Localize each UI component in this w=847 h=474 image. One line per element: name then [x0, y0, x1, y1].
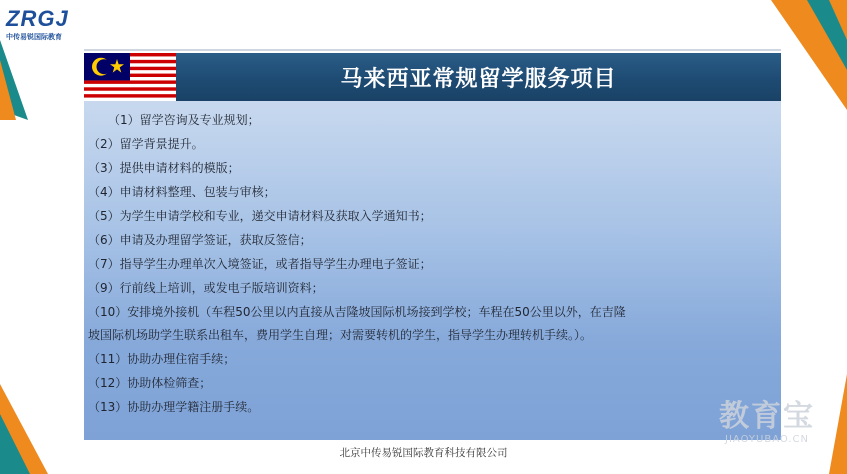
malaysia-flag-icon	[84, 53, 176, 101]
company-logo	[6, 8, 76, 42]
logo-mark: ZRGJ	[6, 6, 69, 31]
watermark-url: JIAOYUBAO.CN	[725, 434, 809, 445]
panel-top-rule	[84, 49, 781, 51]
watermark-main: 教育宝	[719, 399, 815, 434]
list-item: （2）留学背景提升。	[88, 137, 204, 151]
service-list	[88, 108, 776, 419]
list-item: （4）申请材料整理、包装与审核；	[88, 185, 276, 199]
list-item: （3）提供申请材料的模版；	[88, 161, 240, 175]
list-item: （11）协助办理住宿手续；	[88, 352, 236, 366]
list-item: （1）留学咨询及专业规划；	[108, 113, 260, 127]
slide-title: 马来西亚常规留学服务项目	[176, 53, 781, 101]
list-item: （7）指导学生办理单次入境签证，或者指导学生办理电子签证；	[88, 257, 432, 271]
list-item: （9）行前线上培训，或发电子版培训资料；	[88, 281, 324, 295]
list-item: （13）协助办理学籍注册手续。	[88, 400, 260, 414]
logo-subtitle: 中传易锐国际教育	[6, 33, 62, 41]
list-item: （5）为学生申请学校和专业，递交申请材料及获取入学通知书；	[88, 209, 432, 223]
list-item: （12）协助体检筛查；	[88, 376, 212, 390]
footer-company-name: 北京中传易锐国际教育科技有限公司	[339, 447, 508, 459]
list-item: （6）申请及办理留学签证，获取反签信；	[88, 233, 312, 247]
list-item: （10）安排境外接机（车程50公里以内直接从吉隆坡国际机场接到学校；车程在50公里以外，在吉隆坡国际机场助学生联系出租车，费用学生自理；对需要转机的学生，指导学生办理转机手续。）。	[88, 305, 626, 342]
watermark	[702, 400, 832, 445]
